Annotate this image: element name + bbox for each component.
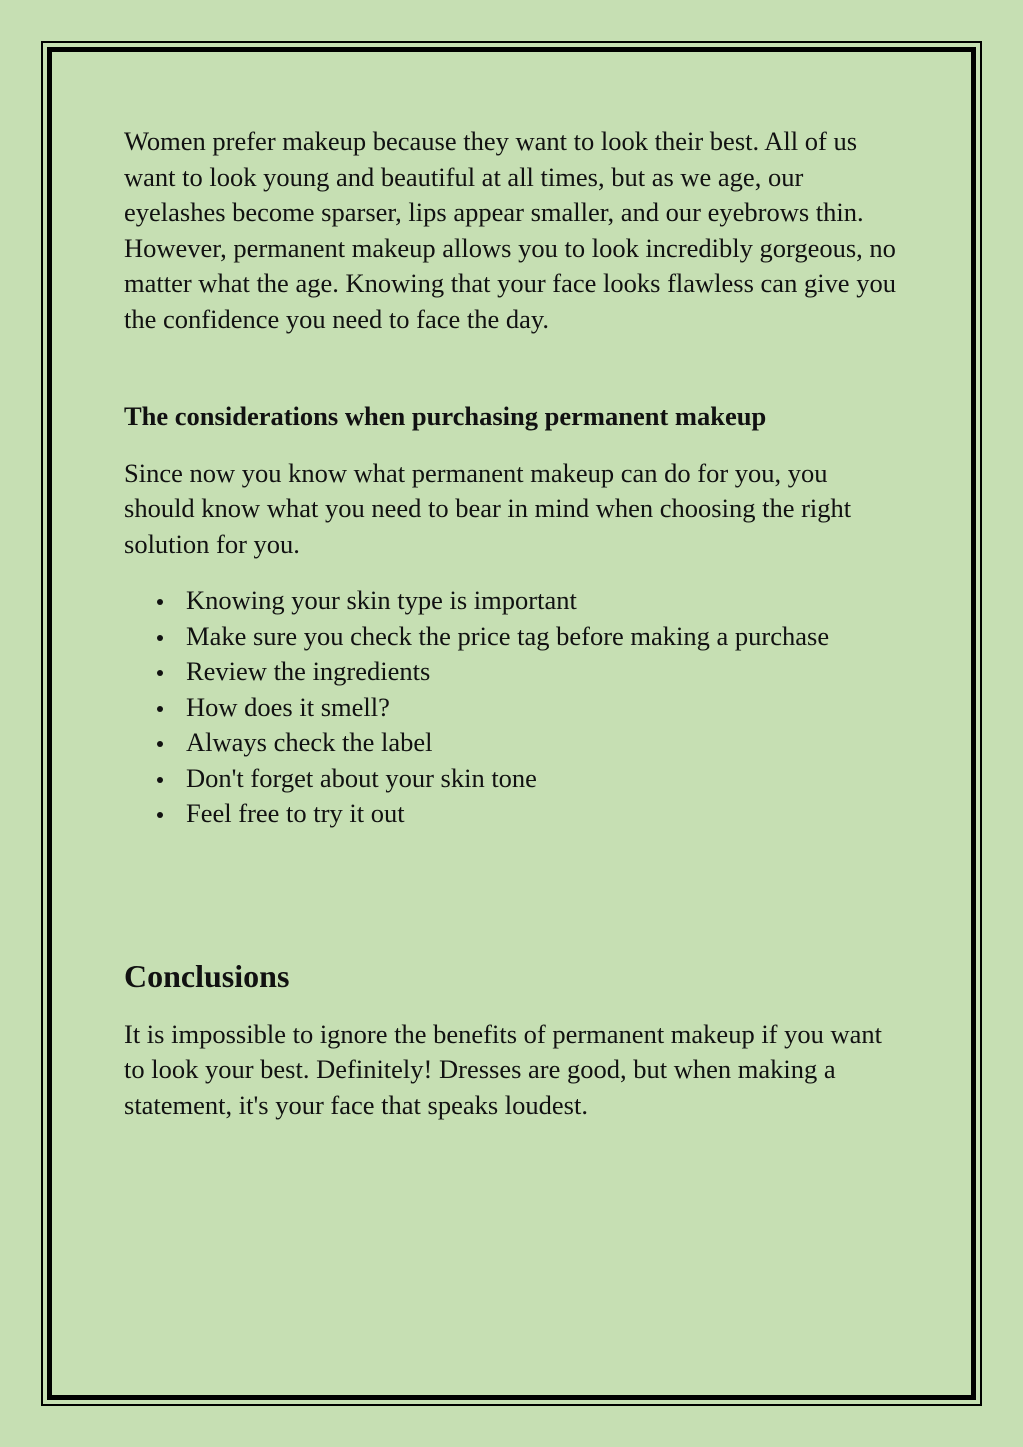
intro-paragraph: Women prefer makeup because they want to look their best. All of us want to look young and beautiful at all times, but as we age, our eyelashes become sparser, lips appear smaller, and our eyebrows thin. However, permanent makeup allows you to look incredibly gorgeous, no matter what the age. Knowing that your face looks flawless can give you the confidence you need to face the day.	[124, 126, 896, 334]
list-item: Make sure you check the price tag before making a purchase	[186, 619, 904, 655]
document-body	[124, 124, 904, 1123]
list-item: Always check the label	[186, 725, 904, 761]
conclusions-paragraph: It is impossible to ignore the benefits of permanent makeup if you want to look your best. Definitely! Dresses are good, but when making a statement, it's your face that speaks loudest.	[124, 1018, 883, 1120]
considerations-list	[124, 583, 904, 832]
conclusions-heading: Conclusions	[124, 957, 290, 994]
considerations-paragraph: Since now you know what permanent makeup can do for you, you should know what you need to bear in mind when choosing the right solution for you.	[124, 457, 852, 559]
list-item: Review the ingredients	[186, 654, 904, 690]
considerations-heading: The considerations when purchasing permanent makeup	[124, 401, 767, 431]
list-item: Knowing your skin type is important	[186, 583, 904, 619]
list-item: Feel free to try it out	[186, 796, 904, 832]
list-item: How does it smell?	[186, 690, 904, 726]
list-item: Don't forget about your skin tone	[186, 761, 904, 797]
